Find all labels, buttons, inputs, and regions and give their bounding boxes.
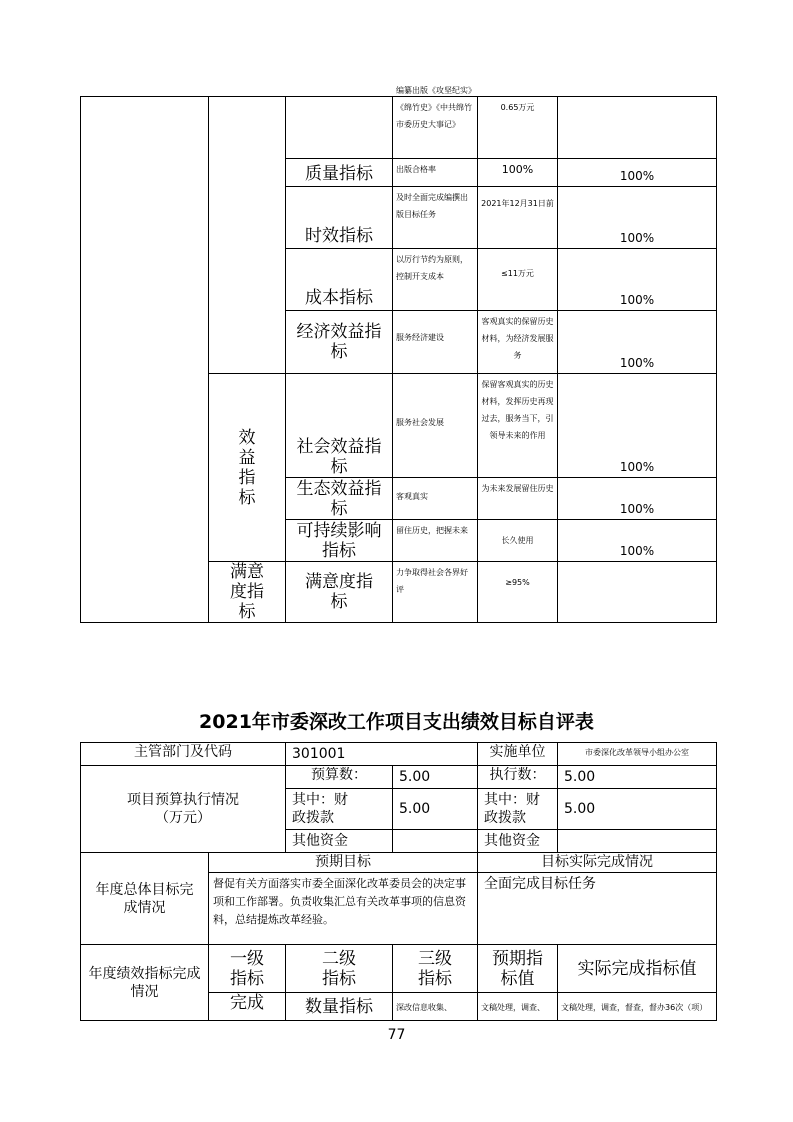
- timeliness-target: 2021年12月31日前: [478, 187, 558, 249]
- ecology-desc: 客观真实: [393, 478, 478, 520]
- perf-label: 年度绩效指标完成情况: [81, 945, 209, 1021]
- other-exec: [558, 830, 717, 853]
- header-l3: 三级指标: [393, 945, 478, 993]
- other-exec-label: 其他资金: [478, 830, 558, 853]
- satisfaction-target: ≥95%: [478, 562, 558, 623]
- ecology-l2: 生态效益指标: [286, 478, 393, 520]
- annual-label: 年度总体目标完成情况: [81, 853, 209, 945]
- benefit-l1: [209, 374, 286, 562]
- exec-count-label: 执行数：: [478, 766, 558, 789]
- page-number: 77: [387, 1027, 406, 1043]
- self-evaluation-table: [80, 742, 717, 1021]
- dept-label: 主管部门及代码: [81, 743, 286, 766]
- row-l3: 深改信息收集、: [393, 993, 478, 1021]
- other-label: 其他资金: [286, 830, 393, 853]
- header-l2: 二级指标: [286, 945, 393, 993]
- fiscal-budget: 5.00: [393, 789, 478, 830]
- ecology-actual: 100%: [558, 478, 717, 520]
- economic-target: 客观真实的保留历史材料，为经济发展服务: [478, 311, 558, 374]
- budget-count: 5.00: [393, 766, 478, 789]
- sustain-actual: 100%: [558, 520, 717, 562]
- cost-value: 0.65万元: [500, 103, 535, 112]
- expected-text: 督促有关方面落实市委全面深化改革委员会的决定事项和工作部署。负责收集汇总有关改革事项的信息资料，总结提炼改革经验。: [209, 873, 478, 945]
- cost-note-text: 编纂出版《攻坚纪实》《绵竹史》《中共绵竹市委历史大事记》: [396, 86, 472, 129]
- unit-label: 实施单位: [478, 743, 558, 766]
- economic-l2: 经济效益指标: [286, 311, 393, 374]
- header-l1: 一级指标: [209, 945, 286, 993]
- header-actual: 实际完成指标值: [558, 945, 717, 993]
- quality-l2: 质量指标: [286, 159, 393, 187]
- social-actual: 100%: [558, 374, 717, 478]
- row-l2: 数量指标: [286, 993, 393, 1021]
- sustain-l2: 可持续影响指标: [286, 520, 393, 562]
- header-expected: 预期指标值: [478, 945, 558, 993]
- timeliness-desc: 及时全面完成编撰出版目标任务: [393, 187, 478, 249]
- cost-l2: 成本指标: [286, 249, 393, 311]
- row-actual: 文稿处理，调查，督查，督办36次（项）: [558, 993, 717, 1021]
- satisfaction-desc: 力争取得社会各界好评: [393, 562, 478, 623]
- indicator-table-continued: [80, 86, 717, 623]
- unit-value: 市委深化改革领导小组办公室: [558, 743, 717, 766]
- satisfaction-l2: 满意度指标: [286, 562, 393, 623]
- satisfaction-actual: [558, 562, 717, 623]
- economic-desc: 服务经济建设: [393, 311, 478, 374]
- cost-desc: 以厉行节约为原则，控制开支成本: [393, 249, 478, 311]
- benefit-l1-text: 效益指标: [238, 427, 256, 508]
- l2-blank-cell: [286, 97, 393, 159]
- row-l1: 完成: [209, 993, 286, 1021]
- exec-count: 5.00: [558, 766, 717, 789]
- economic-actual: 100%: [558, 311, 717, 374]
- cost-actual: 100%: [558, 249, 717, 311]
- actual-blank-cell: [558, 97, 717, 159]
- quality-actual: 100%: [558, 159, 717, 187]
- actual-text: 全面完成目标任务: [478, 873, 717, 945]
- other-budget: [393, 830, 478, 853]
- social-target: 保留客观真实的历史材料，发挥历史再现过去，服务当下，引领导未来的作用: [478, 374, 558, 478]
- actual-label: 目标实际完成情况: [478, 853, 717, 873]
- fiscal-label: 其中：财政拨款: [286, 789, 393, 830]
- row-expected: 文稿处理，调查、: [478, 993, 558, 1021]
- cost-target: ≤11万元: [478, 249, 558, 311]
- sustain-target: 长久使用: [478, 520, 558, 562]
- quality-desc: 出版合格率: [393, 159, 478, 187]
- social-l2: 社会效益指标: [286, 374, 393, 478]
- l1-output-cell: [209, 97, 286, 374]
- cost-value-cell: [478, 97, 558, 159]
- left-blank-cell: [81, 97, 209, 623]
- expected-label: 预期目标: [209, 853, 478, 873]
- form-title: 2021年市委深改工作项目支出绩效目标自评表: [199, 711, 594, 733]
- cost-note-cell: [393, 86, 478, 159]
- budget-label: 项目预算执行情况（万元）: [81, 766, 286, 853]
- ecology-target: 为未来发展留住历史: [478, 478, 558, 520]
- timeliness-l2: 时效指标: [286, 187, 393, 249]
- timeliness-actual: 100%: [558, 187, 717, 249]
- dept-code: 301001: [286, 743, 478, 766]
- fiscal-exec-label: 其中：财政拨款: [478, 789, 558, 830]
- satisfaction-l1: 满意度指标: [209, 562, 286, 623]
- quality-target: 100%: [478, 159, 558, 187]
- sustain-desc: 留住历史，把握未来: [393, 520, 478, 562]
- fiscal-exec: 5.00: [558, 789, 717, 830]
- budget-count-label: 预算数：: [286, 766, 393, 789]
- social-desc: 服务社会发展: [393, 374, 478, 478]
